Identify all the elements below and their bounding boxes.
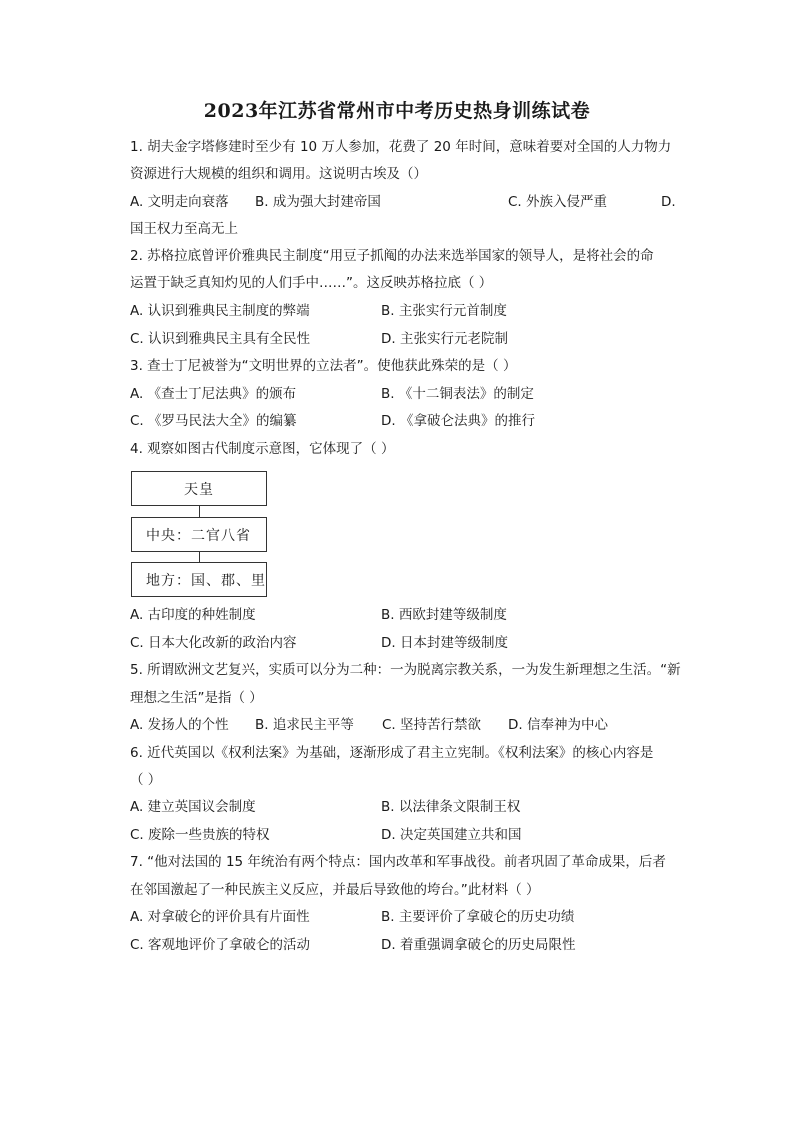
question-7-option-b: B. 主要评价了拿破仑的历史功绩	[381, 909, 575, 925]
diagram-box-emperor: 天皇	[131, 471, 267, 506]
question-7-text-line-1: 7. “他对法国的 15 年统治有两个特点：国内改革和军事战役。前者巩固了革命成果，后者	[130, 854, 666, 870]
question-4-text: 4. 观察如图古代制度示意图，它体现了（ ）	[130, 441, 395, 457]
diagram-box-central: 中央：二官八省	[131, 517, 267, 552]
question-2-option-c: C. 认识到雅典民主具有全民性	[130, 331, 311, 347]
diagram-connector-1	[199, 506, 200, 517]
question-3-option-b: B. 《十二铜表法》的制定	[381, 386, 534, 402]
question-6-text-line-1: 6. 近代英国以《权利法案》为基础，逐渐形成了君主立宪制。《权利法案》的核心内容是	[130, 745, 654, 761]
question-1-option-a: A. 文明走向衰落	[130, 194, 229, 210]
question-4-option-a: A. 古印度的种姓制度	[130, 607, 256, 623]
question-2-option-b: B. 主张实行元首制度	[381, 303, 507, 319]
question-2-option-a: A. 认识到雅典民主制度的弊端	[130, 303, 310, 319]
question-5-option-b: B. 追求民主平等	[255, 717, 354, 733]
question-6-option-b: B. 以法律条文限制王权	[381, 799, 521, 815]
question-1-text-line-2: 资源进行大规模的组织和调用。这说明古埃及（）	[130, 166, 427, 182]
question-5-option-a: A. 发扬人的个性	[130, 717, 229, 733]
question-2-text-line-2: 运置于缺乏真知灼见的人们手中……”。这反映苏格拉底（ ）	[130, 275, 493, 291]
question-3-text: 3. 查士丁尼被誉为“文明世界的立法者”。使他获此殊荣的是（ ）	[130, 358, 517, 374]
question-1-text-line-1: 1. 胡夫金字塔修建时至少有 10 万人参加，花费了 20 年时间，意味着要对全国的人力物力	[130, 139, 672, 155]
question-5-text-line-2: 理想之生活”是指（ ）	[130, 690, 263, 706]
page-title: 2023年江苏省常州市中考历史热身训练试卷	[203, 100, 591, 122]
diagram-box-local: 地方：国、郡、里	[131, 562, 267, 597]
question-4-option-d: D. 日本封建等级制度	[381, 635, 508, 651]
question-6-option-a: A. 建立英国议会制度	[130, 799, 256, 815]
question-4-option-b: B. 西欧封建等级制度	[381, 607, 507, 623]
question-1-option-b: B. 成为强大封建帝国	[255, 194, 381, 210]
question-2-option-d: D. 主张实行元老院制	[381, 331, 508, 347]
question-3-option-a: A. 《查士丁尼法典》的颁布	[130, 386, 297, 402]
question-3-option-c: C. 《罗马民法大全》的编纂	[130, 413, 297, 429]
question-6-option-d: D. 决定英国建立共和国	[381, 827, 522, 843]
question-5-option-c: C. 坚持苦行禁欲	[382, 717, 482, 733]
diagram-connector-2	[199, 552, 200, 562]
question-1-option-d-text: 国王权力至高无上	[130, 221, 238, 237]
question-2-text-line-1: 2. 苏格拉底曾评价雅典民主制度“用豆子抓阄的办法来选举国家的领导人，是将社会的命	[130, 248, 654, 264]
question-7-option-d: D. 着重强调拿破仑的历史局限性	[381, 937, 576, 953]
question-7-option-a: A. 对拿破仑的评价具有片面性	[130, 909, 310, 925]
question-7-option-c: C. 客观地评价了拿破仑的活动	[130, 937, 311, 953]
question-1-option-c: C. 外族入侵严重	[508, 194, 608, 210]
question-6-text-line-2: （ ）	[130, 772, 162, 788]
question-5-option-d: D. 信奉神为中心	[508, 717, 608, 733]
question-6-option-c: C. 废除一些贵族的特权	[130, 827, 270, 843]
question-3-option-d: D. 《拿破仑法典》的推行	[381, 413, 535, 429]
question-1-option-d-label: D.	[661, 194, 676, 210]
question-4-option-c: C. 日本大化改新的政治内容	[130, 635, 297, 651]
question-7-text-line-2: 在邻国激起了一种民族主义反应，并最后导致他的垮台。”此材料（ ）	[130, 882, 540, 898]
question-5-text-line-1: 5. 所谓欧洲文艺复兴，实质可以分为二种：一为脱离宗教关系，一为发生新理想之生活。“新	[130, 662, 681, 678]
